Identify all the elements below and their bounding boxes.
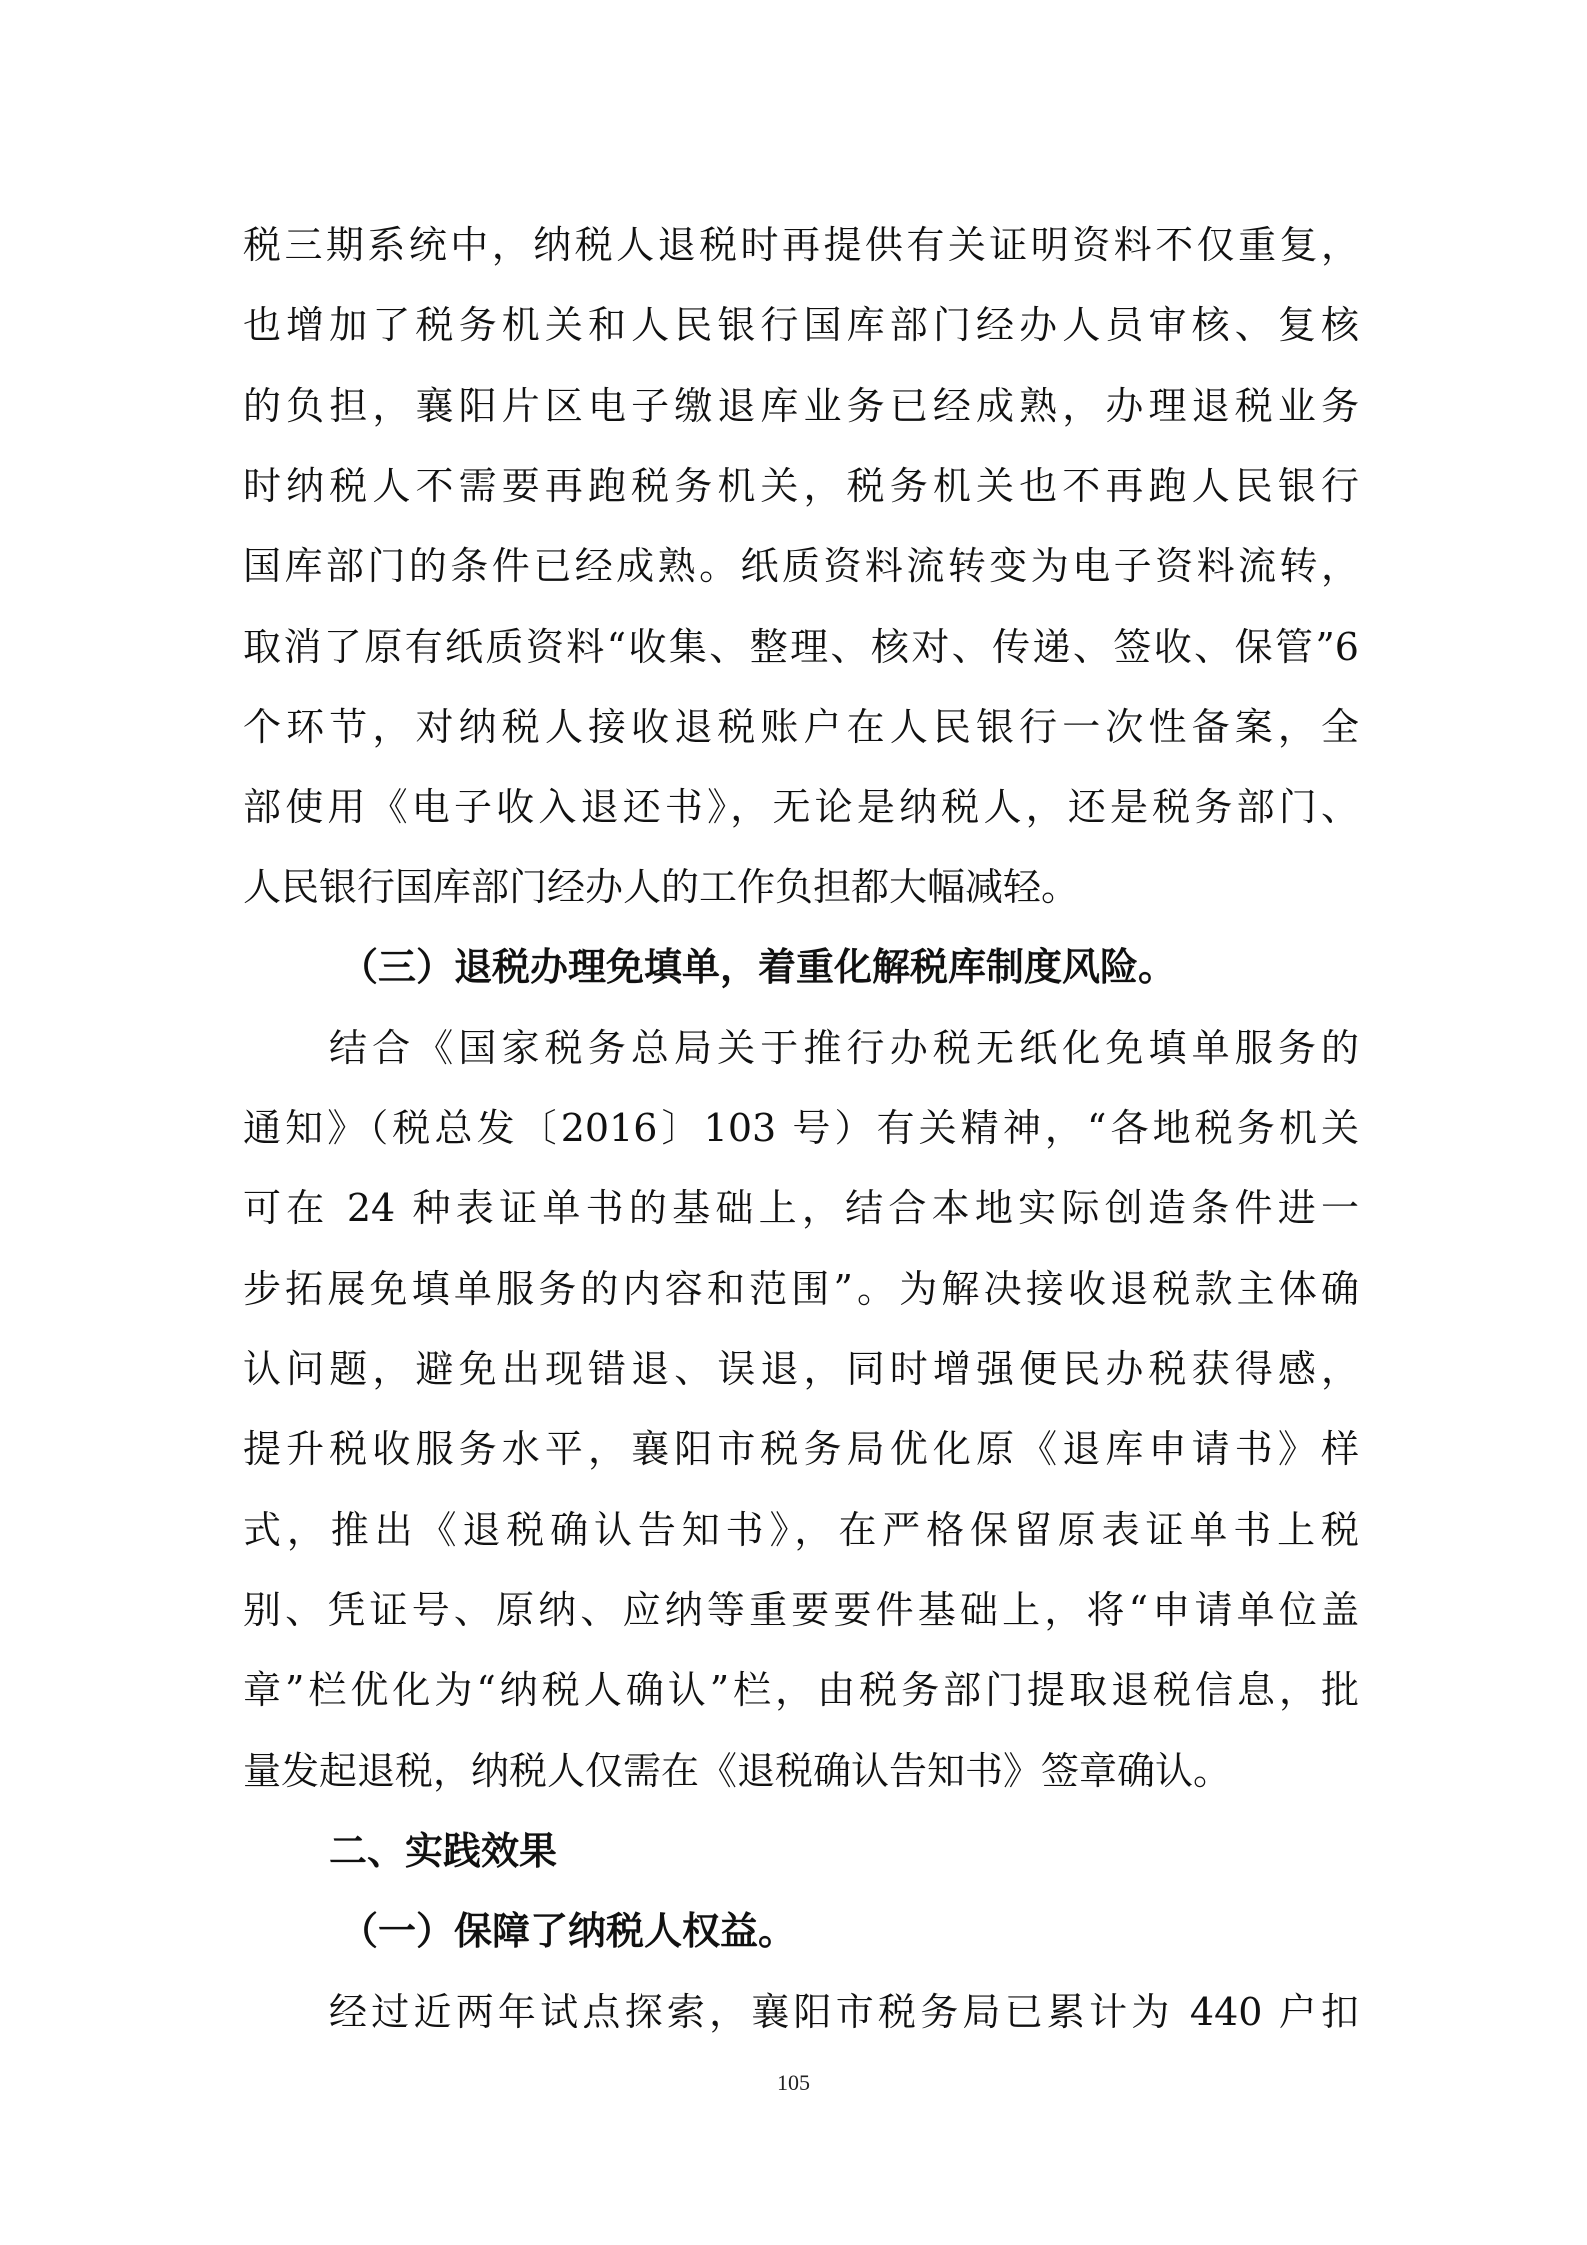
paragraph-1-line-9: 人民银行国库部门经办人的工作负担都大幅减轻。 <box>243 865 1080 909</box>
paragraph-1-line-5: 国库部门的条件已经成熟。纸质资料流转变为电子资料流转， <box>243 544 1359 588</box>
paragraph-2-line-9: 章”栏优化为“纳税人确认”栏，由税务部门提取退税信息，批 <box>243 1668 1359 1712</box>
paragraph-3-line-1: 经过近两年试点探索，襄阳市税务局已累计为 440 户扣 <box>329 1990 1359 2034</box>
paragraph-2-line-10: 量发起退税，纳税人仅需在《退税确认告知书》签章确认。 <box>243 1749 1232 1793</box>
subsection-heading-3: （三）退税办理免填单，着重化解税库制度风险。 <box>340 945 1177 989</box>
paragraph-1-line-1: 税三期系统中，纳税人退税时再提供有关证明资料不仅重复， <box>243 223 1359 267</box>
subsection-heading-1: （一）保障了纳税人权益。 <box>340 1909 797 1953</box>
paragraph-1-line-8: 部使用《电子收入退还书》，无论是纳税人，还是税务部门、 <box>243 785 1359 829</box>
paragraph-2-line-1: 结合《国家税务总局关于推行办税无纸化免填单服务的 <box>329 1026 1359 1070</box>
paragraph-2-line-6: 提升税收服务水平，襄阳市税务局优化原《退库申请书》样 <box>243 1427 1359 1471</box>
paragraph-2-line-7: 式，推出《退税确认告知书》，在严格保留原表证单书上税 <box>243 1508 1359 1552</box>
paragraph-1-line-3: 的负担，襄阳片区电子缴退库业务已经成熟，办理退税业务 <box>243 384 1359 428</box>
paragraph-1-line-7: 个环节，对纳税人接收退税账户在人民银行一次性备案，全 <box>243 705 1359 749</box>
page-number: 105 <box>777 2070 810 2095</box>
paragraph-1-line-2: 也增加了税务机关和人民银行国库部门经办人员审核、复核 <box>243 303 1359 347</box>
paragraph-2-line-3: 可在 24 种表证单书的基础上，结合本地实际创造条件进一 <box>243 1186 1359 1230</box>
paragraph-2-line-5: 认问题，避免出现错退、误退，同时增强便民办税获得感， <box>243 1347 1359 1391</box>
paragraph-1-line-6: 取消了原有纸质资料“收集、整理、核对、传递、签收、保管”6 <box>243 625 1359 669</box>
paragraph-1-line-4: 时纳税人不需要再跑税务机关，税务机关也不再跑人民银行 <box>243 464 1359 508</box>
paragraph-2-line-2: 通知》（税总发〔2016〕103 号）有关精神，“各地税务机关 <box>243 1106 1359 1150</box>
paragraph-2-line-4: 步拓展免填单服务的内容和范围”。为解决接收退税款主体确 <box>243 1267 1359 1311</box>
section-heading-2: 二、实践效果 <box>329 1829 558 1873</box>
paragraph-2-line-8: 别、凭证号、原纳、应纳等重要要件基础上，将“申请单位盖 <box>243 1588 1359 1632</box>
